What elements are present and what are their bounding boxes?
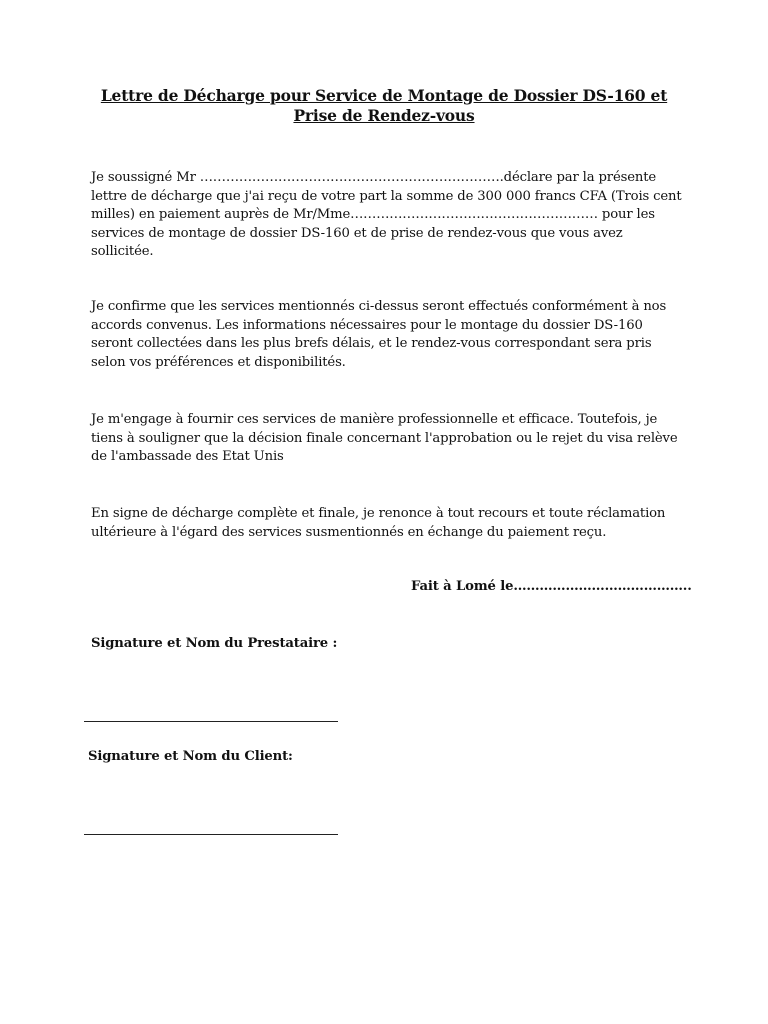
place-date-line: Fait à Lomé le………………………………….. <box>411 579 692 594</box>
paragraph-confirmation: Je confirme que les services mentionnés ci-dessus seront effectués conformément à nos accords convenus. Les informations nécessaires pour le montage du dossier DS-160 seront collectées dans les plus brefs délais, et le rendez-vous correspondant sera pris selon vos préférences et disponibilités. <box>91 299 667 370</box>
signature-client-line <box>84 834 338 835</box>
signature-client-label: Signature et Nom du Client: <box>88 749 293 764</box>
signature-provider-label: Signature et Nom du Prestataire : <box>91 636 338 651</box>
document-title <box>84 86 684 126</box>
title-line-2: Prise de Rendez-vous <box>293 106 475 125</box>
paragraph-commitment: Je m'engage à fournir ces services de manière professionnelle et efficace. Toutefois, je tiens à souligner que la décision finale concernant l'approbation ou le rejet du visa relève de l'ambassade des Etat Unis <box>91 412 678 465</box>
signature-provider-line <box>84 721 338 722</box>
paragraph-discharge: En signe de décharge complète et finale, je renonce à tout recours et toute réclamation ultérieure à l'égard des services susmentionnés en échange du paiement reçu. <box>91 506 666 540</box>
paragraph-receipt: Je soussigné Mr …………………………………………………………….déclare par la présente lettre de décharge que j'ai reçu de votre part la somme de 300 000 francs CFA (Trois cent milles) en paiement auprès de Mr/Mme………………………………………………… pour les services de montage de dossier DS-160 et de prise de rendez-vous que vous avez sollicitée. <box>91 170 682 260</box>
title-line-1: Lettre de Décharge pour Service de Montage de Dossier DS-160 et <box>100 86 668 105</box>
